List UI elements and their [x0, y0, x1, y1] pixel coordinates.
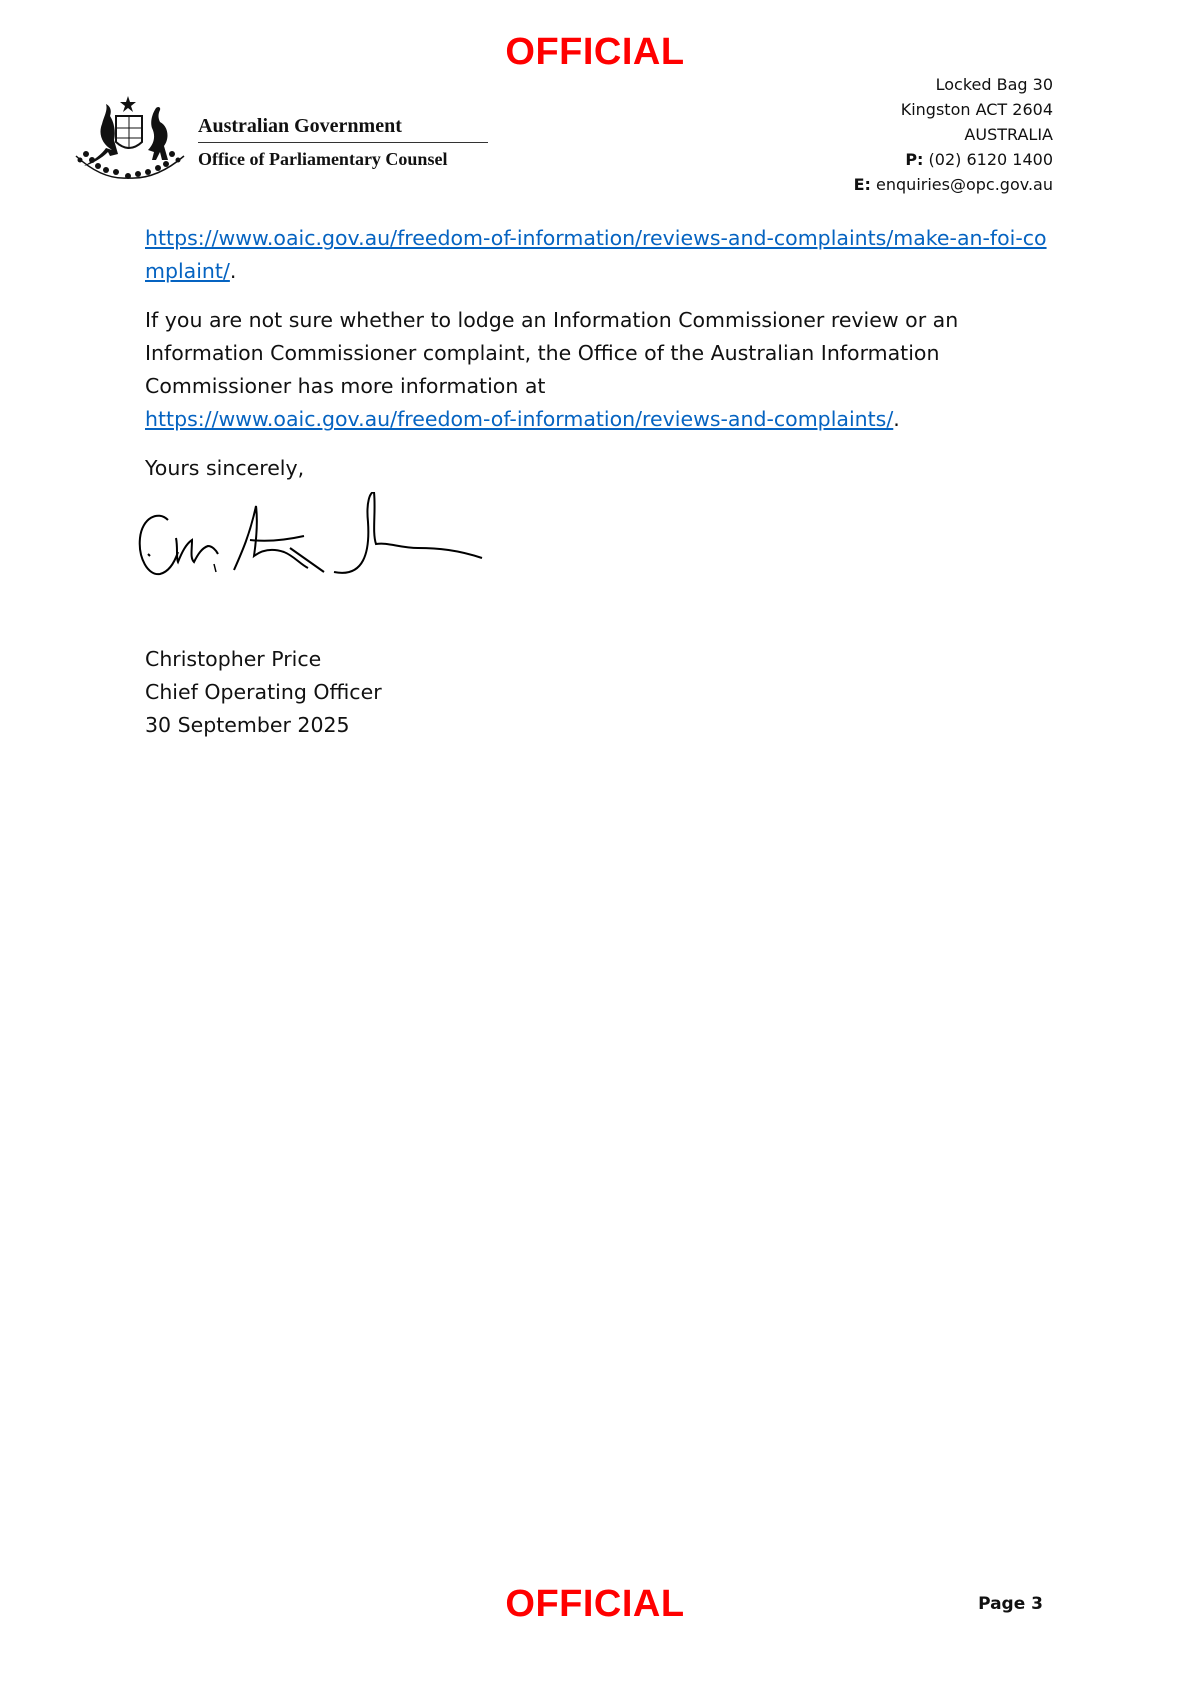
letter-body	[145, 222, 1055, 501]
coat-of-arms-icon	[72, 94, 190, 182]
sender-address	[854, 72, 1053, 197]
paragraph-review-info	[145, 304, 1055, 436]
signatory-name: Christopher Price	[145, 647, 322, 671]
address-line-2: Kingston ACT 2604	[900, 100, 1053, 119]
address-phone	[854, 147, 1053, 172]
coat-of-arms-logo	[72, 94, 492, 182]
email-label: E:	[853, 175, 871, 194]
closing-salutation: Yours sincerely,	[145, 456, 305, 480]
phone-label: P:	[905, 150, 924, 169]
paragraph-link-complaint	[145, 222, 1055, 288]
foi-complaint-link[interactable]: https://www.oaic.gov.au/freedom-of-information/reviews-and-complaints/make-an-foi-complaint/	[145, 226, 1047, 283]
reviews-complaints-link[interactable]: https://www.oaic.gov.au/freedom-of-information/reviews-and-complaints/	[145, 407, 894, 431]
security-marking-top: OFFICIAL	[505, 31, 685, 73]
signatory-block	[145, 643, 382, 742]
address-line-3: AUSTRALIA	[964, 125, 1053, 144]
page-number: Page 3	[978, 1594, 1043, 1614]
logo-title: Australian Government	[198, 115, 402, 137]
letter-date: 30 September 2025	[145, 713, 350, 737]
review-info-text: If you are not sure whether to lodge an Information Commissioner review or an Information Commissioner complaint, the Office of the Australian Information Commissioner has more information at	[145, 308, 959, 398]
link1-punct: .	[229, 259, 237, 283]
phone-number: (02) 6120 1400	[928, 150, 1053, 169]
signatory-title: Chief Operating Officer	[145, 680, 382, 704]
logo-divider	[198, 142, 488, 143]
security-marking-bottom: OFFICIAL	[505, 1583, 685, 1625]
address-line-1: Locked Bag 30	[935, 75, 1053, 94]
logo-subtitle: Office of Parliamentary Counsel	[198, 149, 448, 169]
address-email	[854, 172, 1053, 197]
link2-punct: .	[893, 407, 900, 431]
email-address: enquiries@opc.gov.au	[876, 175, 1053, 194]
handwritten-signature	[138, 492, 528, 592]
